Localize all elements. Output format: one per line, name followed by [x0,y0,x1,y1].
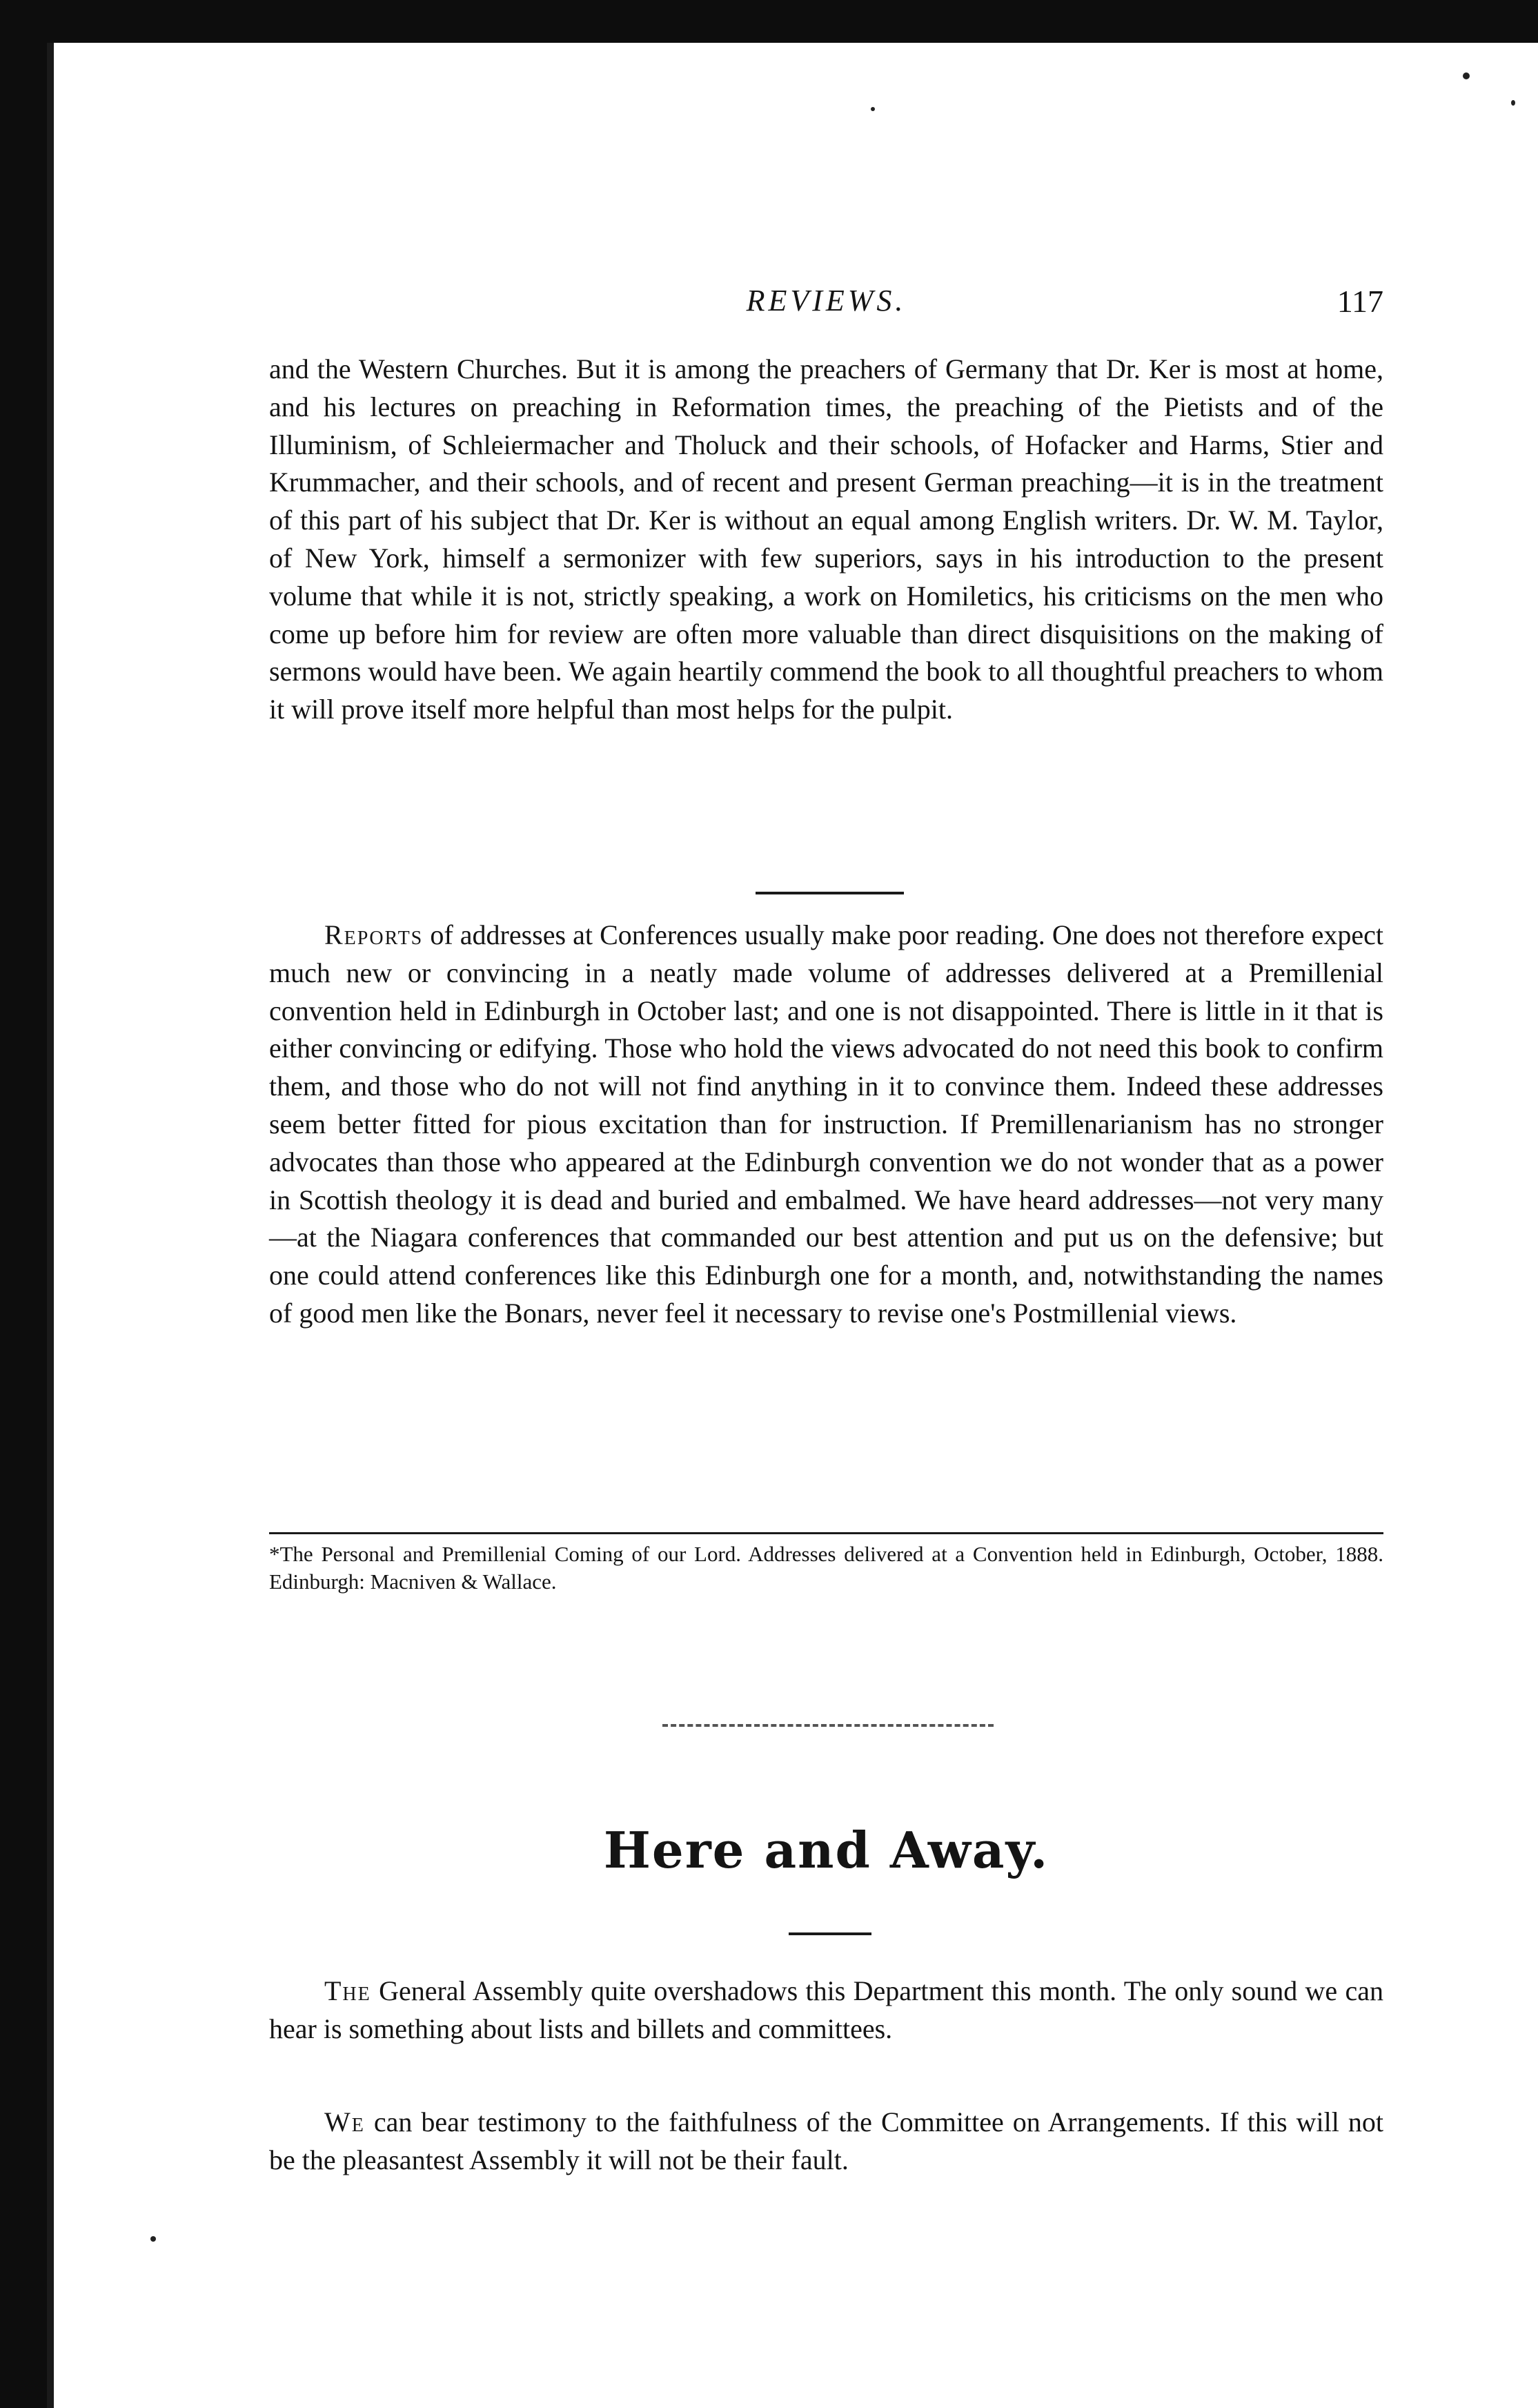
running-head: REVIEWS. [746,284,907,317]
paragraph-lead: The [324,1975,371,2006]
scan-speck [150,2236,156,2242]
page-number: 117 [1337,284,1383,319]
section-heading: Here and Away. [603,1821,1049,1879]
scan-speck [1511,100,1515,106]
footnote: *The Personal and Premillenial Coming of our Lord. Addresses delivered at a Convention held in Edinburgh, October, 1888. Edinburgh: Macniven & Wallace. [269,1542,1383,1594]
scan-border-top [0,0,1538,43]
page-header [269,283,1383,331]
paragraph-lead: Reports [324,919,424,950]
here-and-away-paragraph-2 [269,2104,1383,2180]
review-continued-paragraph: and the Western Churches. But it is among the preachers of Germany that Dr. Ker is most at home, and his lectures on preaching in Reformation times, the preaching of the Pietists and of the Illuminism, of Schleiermacher and Tholuck and their schools, of Hofacker and Harms, Stier and Krummacher, and their schools, and of recent and present German preaching—it is in the treatment of this part of his subject that Dr. Ker is without an equal among English writers. Dr. W. M. Taylor, of New York, himself a sermonizer with few superiors, says in his introduction to the present volume that while it is not, strictly speaking, a work on Homiletics, his criticisms on the men who come up before him for review are often more valuable than direct disquisitions on the making of sermons would have been. We again heartily commend the book to all thoughtful preachers to whom it will prove itself more helpful than most helps for the pulpit. [269,353,1383,725]
heading-rule [789,1932,871,1935]
separator-dashes [662,1724,994,1731]
paragraph-lead: We [324,2106,365,2137]
review-premillennial-paragraph [269,917,1383,1333]
scan-border-left-inner [47,43,54,2408]
paragraph-body: of addresses at Conferences usually make poor reading. One does not therefore expect much new or convincing in a neatly made volume of addresses delivered at a Premillenial convention held in Edinburgh in October last; and one is not disappointed. There is little in it that is either convincing or edifying. Those who hold the views advocated do not need this book to confirm them, and those who do not will not find anything in it to convince them. Indeed these addresses seem better fitted for pious excitation than for instruction. If Premillenarianism has no stronger advocates than those who appeared at the Edinburgh convention we do not wonder that as a power in Scottish theology it is dead and buried and embalmed. We have heard addresses—not very many—at the Niagara conferences that commanded our best attention and put us on the defensive; but one could attend conferences like this Edinburgh one for a month, and, notwithstanding the names of good men like the Bonars, never feel it necessary to revise one's Postmillenial views. [269,919,1383,1329]
scan-speck [871,107,875,111]
footnote-rule [269,1532,1383,1534]
scan-speck [1463,72,1470,79]
scan-border-left [0,0,47,2408]
here-and-away-paragraph-1 [269,1973,1383,2048]
paragraph-body: General Assembly quite overshadows this Department this month. The only sound we can hear is something about lists and billets and committees. [269,1975,1383,2044]
section-divider [756,892,904,894]
paragraph-body: can bear testimony to the faithfulness of the Committee on Arrangements. If this will not be the pleasantest Assembly it will not be their fault. [269,2106,1383,2175]
